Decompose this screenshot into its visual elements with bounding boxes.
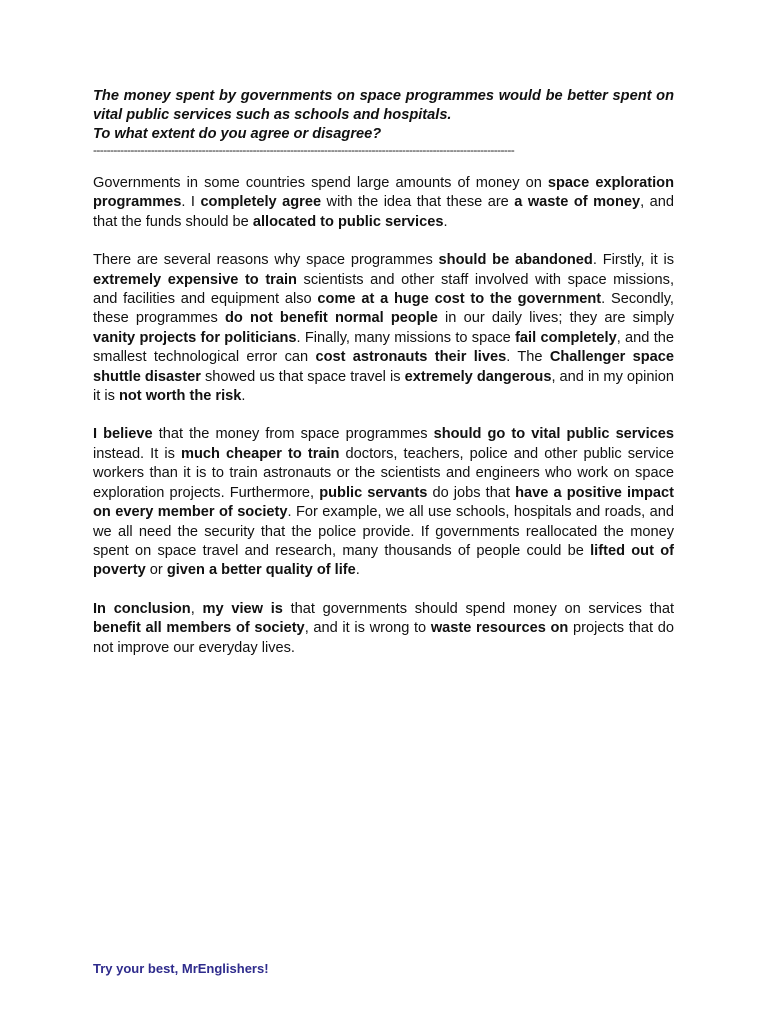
bold-phrase: should be abandoned	[438, 252, 593, 269]
text-run: , and it is wrong to	[304, 620, 431, 637]
bold-phrase: should go to vital public services	[433, 426, 675, 443]
text-run: . Firstly, it is	[592, 252, 674, 269]
essay-page	[93, 87, 674, 677]
paragraph-introduction	[93, 174, 674, 232]
essay-question: To what extent do you agree or disagree?	[93, 126, 382, 142]
text-run: ,	[190, 600, 203, 617]
bold-phrase: I believe	[93, 426, 153, 443]
bold-phrase: In conclusion	[93, 600, 191, 617]
text-run: doctors, teachers, police and other public service workers than it is to train astronauts or the scientists and engineers who work on space exploration projects. Furthermore,	[93, 445, 674, 501]
separator-rule: ----------------------------------------------------------------------------------------------------------------------------	[93, 144, 515, 156]
bold-phrase: cost astronauts their lives	[315, 349, 507, 366]
text-run: . For example, we all use schools, hospitals and roads, and we all need the security that the police provide. If governments reallocated the money spent on space travel and research, many thousands of people could be	[93, 504, 675, 559]
text-run: . Secondly, these programmes	[93, 291, 674, 327]
text-run: Governments in some countries spend large amounts of money on	[93, 175, 548, 191]
text-run: , and in my opinion it is	[93, 368, 674, 405]
text-run: . Finally, many missions to space	[296, 329, 516, 346]
bold-phrase: vanity projects for politicians	[93, 329, 297, 346]
footer-signoff: Try your best, MrEnglishers!	[93, 961, 269, 976]
text-run: , and the smallest technological error can	[93, 329, 674, 366]
essay-prompt: The money spent by governments on space programmes would be better spent on vital public services such as schools and hospitals.	[93, 88, 674, 123]
bold-phrase: much cheaper to train	[180, 445, 340, 462]
bold-phrase: fail completely	[515, 329, 617, 346]
text-run: .	[443, 213, 448, 230]
text-run: or	[145, 562, 167, 579]
text-run: that the money from space programmes	[152, 426, 434, 443]
text-run: . The	[506, 349, 550, 366]
bold-phrase: Challenger space shuttle disaster	[93, 349, 674, 385]
text-run: There are several reasons why space programmes	[93, 252, 439, 269]
text-run: .	[355, 562, 360, 579]
text-run: that governments should spend money on services that	[282, 600, 675, 617]
bold-phrase: come at a huge cost to the government	[317, 291, 602, 308]
bold-phrase: completely agree	[200, 194, 322, 211]
bold-phrase: my view is	[202, 600, 283, 617]
bold-phrase: public servants	[319, 484, 428, 501]
text-run: with the idea that these are	[321, 194, 515, 211]
bold-phrase: waste resources on	[430, 620, 569, 637]
text-run: do jobs that	[427, 484, 516, 501]
bold-phrase: do not benefit normal people	[225, 310, 438, 327]
paragraph-body-2	[93, 425, 674, 580]
bold-phrase: benefit all members of society	[93, 620, 305, 637]
bold-phrase: extremely expensive to train	[93, 271, 297, 288]
bold-phrase: a waste of money	[514, 194, 641, 211]
text-run: showed us that space travel is	[200, 368, 405, 385]
bold-phrase: not worth the risk	[118, 388, 242, 405]
bold-phrase: extremely dangerous	[404, 368, 552, 385]
text-run: .	[241, 388, 246, 405]
bold-phrase: lifted out of poverty	[93, 542, 674, 579]
text-run: . I	[181, 194, 201, 211]
paragraph-body-1	[93, 251, 674, 406]
text-run: in our daily lives; they are simply	[437, 310, 674, 327]
bold-phrase: have a positive impact on every member of society	[93, 484, 675, 521]
text-run: projects that do not improve our everyday lives.	[93, 620, 674, 656]
bold-phrase: given a better quality of life	[166, 562, 356, 579]
text-run: , and that the funds should be	[93, 194, 674, 230]
paragraph-conclusion	[93, 600, 674, 658]
bold-phrase: space exploration programmes	[93, 175, 674, 211]
text-run: scientists and other staff involved with space missions, and facilities and equipment also	[93, 271, 674, 308]
text-run: instead. It is	[93, 445, 181, 462]
bold-phrase: allocated to public services	[252, 213, 444, 230]
